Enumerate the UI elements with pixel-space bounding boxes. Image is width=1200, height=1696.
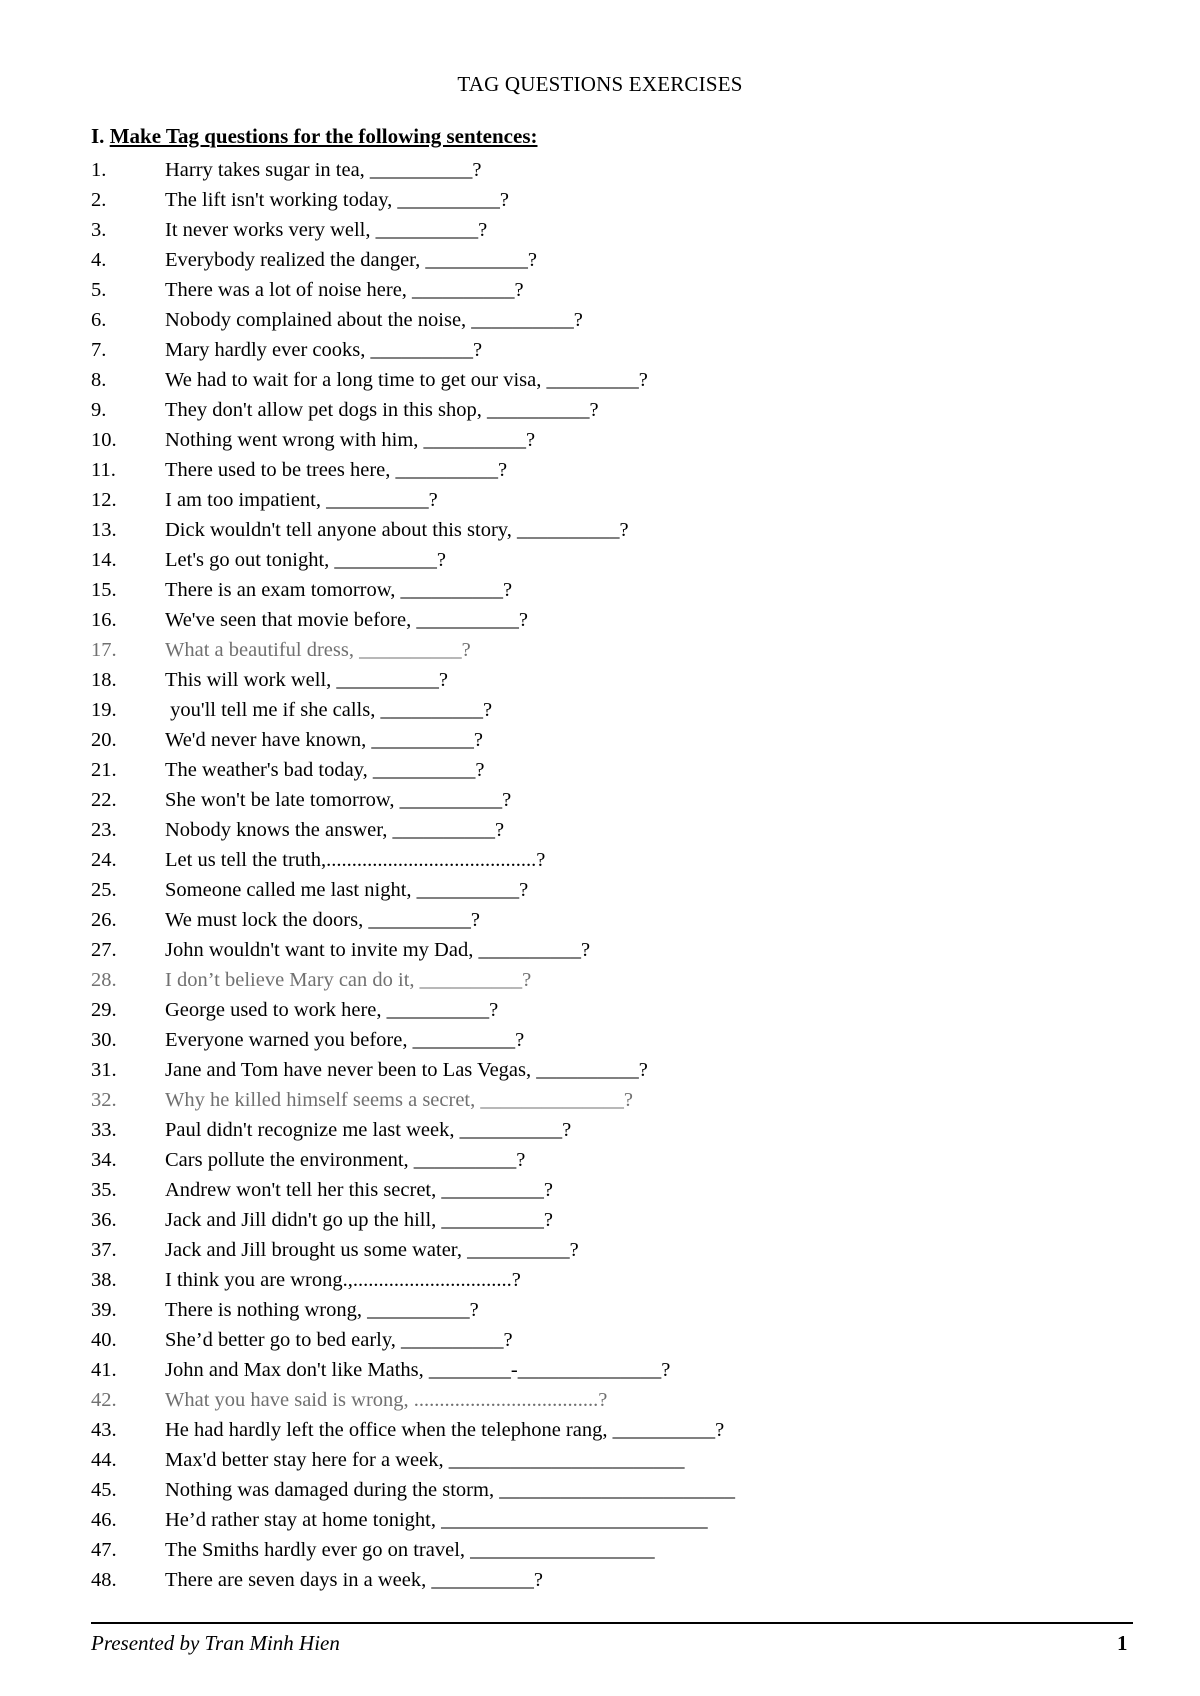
exercise-sentence: you'll tell me if she calls, __________? [165, 699, 493, 721]
exercise-sentence: Andrew won't tell her this secret, __________? [165, 1179, 553, 1201]
exercise-sentence: Dick wouldn't tell anyone about this story, __________? [165, 519, 629, 541]
exercise-item [91, 1115, 735, 1145]
exercise-item [91, 785, 735, 815]
exercise-sentence: The weather's bad today, __________? [165, 759, 485, 781]
exercise-item [91, 1445, 735, 1475]
exercise-item [91, 1205, 735, 1235]
exercise-sentence: There is nothing wrong, __________? [165, 1299, 479, 1321]
exercise-sentence: She won't be late tomorrow, __________? [165, 789, 512, 811]
exercise-number: 16. [91, 609, 117, 631]
exercise-item [91, 1355, 735, 1385]
exercise-list [91, 155, 735, 1595]
exercise-sentence: Everyone warned you before, __________? [165, 1029, 525, 1051]
exercise-sentence: It never works very well, __________? [165, 219, 488, 241]
exercise-number: 14. [91, 549, 117, 571]
exercise-item [91, 935, 735, 965]
exercise-item [91, 995, 735, 1025]
exercise-sentence: What a beautiful dress, __________? [165, 639, 471, 661]
exercise-item [91, 485, 735, 515]
exercise-item [91, 305, 735, 335]
exercise-item [91, 1475, 735, 1505]
exercise-number: 21. [91, 759, 117, 781]
exercise-number: 37. [91, 1239, 117, 1261]
exercise-item [91, 605, 735, 635]
exercise-number: 42. [91, 1389, 117, 1411]
exercise-number: 36. [91, 1209, 117, 1231]
exercise-number: 7. [91, 339, 107, 361]
exercise-sentence: We've seen that movie before, __________? [165, 609, 528, 631]
exercise-item [91, 1385, 735, 1415]
exercise-item [91, 1295, 735, 1325]
exercise-number: 15. [91, 579, 117, 601]
exercise-sentence: The lift isn't working today, __________? [165, 189, 509, 211]
exercise-number: 28. [91, 969, 117, 991]
exercise-sentence: I don’t believe Mary can do it, __________? [165, 969, 532, 991]
exercise-number: 33. [91, 1119, 117, 1141]
exercise-number: 4. [91, 249, 107, 271]
exercise-item [91, 665, 735, 695]
exercise-item [91, 1235, 735, 1265]
exercise-number: 1. [91, 159, 107, 181]
exercise-item [91, 845, 735, 875]
exercise-sentence: There are seven days in a week, __________? [165, 1569, 543, 1591]
exercise-item [91, 635, 735, 665]
exercise-sentence: Let us tell the truth,.........................................? [165, 849, 546, 871]
exercise-sentence: There used to be trees here, __________? [165, 459, 508, 481]
exercise-item [91, 1175, 735, 1205]
exercise-number: 47. [91, 1539, 117, 1561]
exercise-item [91, 905, 735, 935]
exercise-item [91, 1025, 735, 1055]
exercise-item [91, 395, 735, 425]
exercise-number: 29. [91, 999, 117, 1021]
exercise-number: 27. [91, 939, 117, 961]
exercise-sentence: Jack and Jill didn't go up the hill, __________? [165, 1209, 554, 1231]
exercise-number: 48. [91, 1569, 117, 1591]
exercise-number: 34. [91, 1149, 117, 1171]
exercise-number: 3. [91, 219, 107, 241]
exercise-sentence: Someone called me last night, __________? [165, 879, 529, 901]
exercise-sentence: He’d rather stay at home tonight, __________________________ [165, 1509, 708, 1531]
exercise-sentence: We must lock the doors, __________? [165, 909, 480, 931]
exercise-item [91, 545, 735, 575]
exercise-sentence: The Smiths hardly ever go on travel, __________________ [165, 1539, 655, 1561]
footer-divider [91, 1622, 1133, 1624]
page-number: 1 [1117, 1631, 1128, 1655]
exercise-number: 38. [91, 1269, 117, 1291]
exercise-item [91, 725, 735, 755]
exercise-number: 30. [91, 1029, 117, 1051]
exercise-sentence: What you have said is wrong, ....................................? [165, 1389, 608, 1411]
section-number: I. [91, 124, 105, 148]
exercise-number: 40. [91, 1329, 117, 1351]
exercise-item [91, 875, 735, 905]
exercise-sentence: Nothing went wrong with him, __________? [165, 429, 536, 451]
exercise-sentence: I am too impatient, __________? [165, 489, 438, 511]
exercise-sentence: Let's go out tonight, __________? [165, 549, 446, 571]
exercise-number: 2. [91, 189, 107, 211]
exercise-sentence: Jane and Tom have never been to Las Vegas, __________? [165, 1059, 648, 1081]
exercise-sentence: Cars pollute the environment, __________? [165, 1149, 526, 1171]
page-title: TAG QUESTIONS EXERCISES [457, 72, 743, 96]
exercise-number: 39. [91, 1299, 117, 1321]
exercise-number: 32. [91, 1089, 117, 1111]
exercise-sentence: Everybody realized the danger, __________? [165, 249, 538, 271]
exercise-number: 18. [91, 669, 117, 691]
exercise-item [91, 515, 735, 545]
exercise-item [91, 365, 735, 395]
exercise-number: 5. [91, 279, 107, 301]
exercise-sentence: Nobody knows the answer, __________? [165, 819, 505, 841]
exercise-item [91, 275, 735, 305]
exercise-number: 22. [91, 789, 117, 811]
exercise-number: 23. [91, 819, 117, 841]
exercise-number: 10. [91, 429, 117, 451]
exercise-sentence: Nothing was damaged during the storm, _______________________ [165, 1479, 735, 1501]
exercise-item [91, 1265, 735, 1295]
exercise-item [91, 1085, 735, 1115]
exercise-sentence: Mary hardly ever cooks, __________? [165, 339, 483, 361]
exercise-item [91, 1565, 735, 1595]
exercise-sentence: Harry takes sugar in tea, __________? [165, 159, 482, 181]
exercise-item [91, 215, 735, 245]
exercise-number: 41. [91, 1359, 117, 1381]
exercise-item [91, 755, 735, 785]
exercise-item [91, 155, 735, 185]
exercise-item [91, 1505, 735, 1535]
exercise-sentence: Paul didn't recognize me last week, __________? [165, 1119, 572, 1141]
exercise-number: 19. [91, 699, 117, 721]
exercise-item [91, 815, 735, 845]
exercise-sentence: We'd never have known, __________? [165, 729, 484, 751]
exercise-sentence: Jack and Jill brought us some water, __________? [165, 1239, 579, 1261]
exercise-item [91, 695, 735, 725]
exercise-number: 46. [91, 1509, 117, 1531]
exercise-sentence: John and Max don't like Maths, ________-______________? [165, 1359, 671, 1381]
footer-presenter: Presented by Tran Minh Hien [91, 1631, 340, 1655]
exercise-sentence: They don't allow pet dogs in this shop, __________? [165, 399, 599, 421]
exercise-sentence: He had hardly left the office when the telephone rang, __________? [165, 1419, 725, 1441]
exercise-sentence: Max'd better stay here for a week, _______________________ [165, 1449, 685, 1471]
exercise-item [91, 245, 735, 275]
exercise-number: 44. [91, 1449, 117, 1471]
section-heading [91, 124, 537, 149]
exercise-sentence: I think you are wrong.,...............................? [165, 1269, 521, 1291]
exercise-number: 6. [91, 309, 107, 331]
exercise-number: 11. [91, 459, 116, 481]
exercise-sentence: There is an exam tomorrow, __________? [165, 579, 513, 601]
exercise-number: 20. [91, 729, 117, 751]
exercise-item [91, 185, 735, 215]
exercise-item [91, 965, 735, 995]
exercise-number: 17. [91, 639, 117, 661]
exercise-sentence: She’d better go to bed early, __________? [165, 1329, 513, 1351]
exercise-number: 43. [91, 1419, 117, 1441]
exercise-number: 45. [91, 1479, 117, 1501]
exercise-sentence: George used to work here, __________? [165, 999, 499, 1021]
exercise-number: 9. [91, 399, 107, 421]
exercise-number: 13. [91, 519, 117, 541]
exercise-item [91, 1535, 735, 1565]
exercise-item [91, 1415, 735, 1445]
exercise-number: 24. [91, 849, 117, 871]
exercise-item [91, 335, 735, 365]
exercise-sentence: This will work well, __________? [165, 669, 448, 691]
exercise-sentence: We had to wait for a long time to get our visa, _________? [165, 369, 648, 391]
exercise-sentence: There was a lot of noise here, __________? [165, 279, 524, 301]
section-instruction: Make Tag questions for the following sentences: [109, 124, 538, 148]
exercise-sentence: John wouldn't want to invite my Dad, __________? [165, 939, 591, 961]
exercise-number: 26. [91, 909, 117, 931]
exercise-item [91, 1325, 735, 1355]
exercise-item [91, 455, 735, 485]
exercise-number: 35. [91, 1179, 117, 1201]
exercise-item [91, 1055, 735, 1085]
exercise-item [91, 575, 735, 605]
exercise-number: 31. [91, 1059, 117, 1081]
exercise-number: 25. [91, 879, 117, 901]
exercise-number: 8. [91, 369, 107, 391]
exercise-sentence: Nobody complained about the noise, __________? [165, 309, 583, 331]
exercise-number: 12. [91, 489, 117, 511]
exercise-item [91, 1145, 735, 1175]
exercise-sentence: Why he killed himself seems a secret, ______________? [165, 1089, 633, 1111]
exercise-item [91, 425, 735, 455]
